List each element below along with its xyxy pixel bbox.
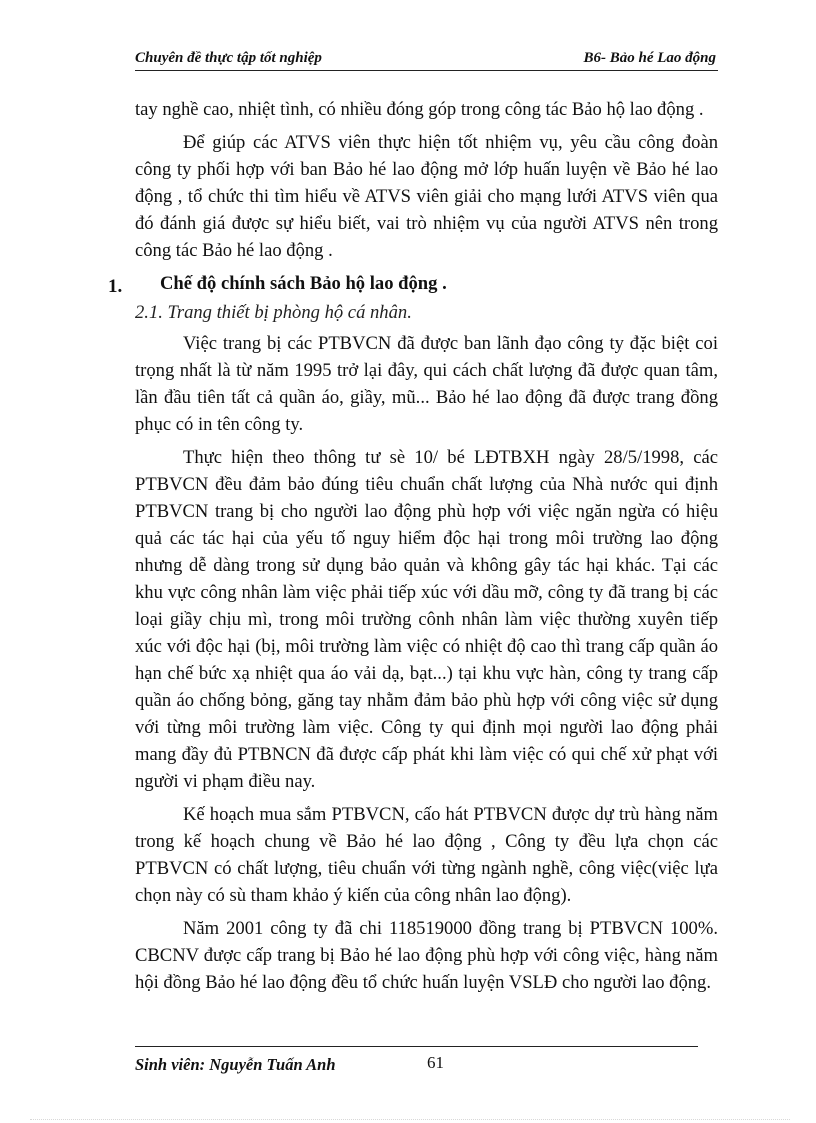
page-bottom-divider	[30, 1119, 790, 1120]
subsection-heading: 2.1. Trang thiết bị phòng hộ cá nhân.	[135, 302, 412, 323]
page-footer	[135, 1046, 698, 1083]
paragraph-equipment-history: Việc trang bị các PTBVCN đã được ban lãnh đạo công ty đặc biệt coi trọng nhất là từ năm 1995 trở lại đây, qui cách chất lượng đã được quan tâm, lần đầu tiên tất cả quần áo, giầy, mũ... Bảo hé lao động đã được trang đồng phục có in tên công ty.	[135, 333, 718, 435]
paragraph-2001-spending: Năm 2001 công ty đã chi 118519000 đồng trang bị PTBVCN 100%. CBCNV được cấp trang bị Bảo hé lao động phù hợp với công việc, hàng năm hội đồng Bảo hé lao động đều tổ chức huấn luyện VSLĐ cho người lao động.	[135, 918, 718, 993]
section-title: Chế độ chính sách Bảo hộ lao động .	[160, 273, 447, 294]
section-number: 1.	[108, 276, 123, 297]
page-number: 61	[427, 1053, 444, 1072]
page-header	[135, 48, 718, 71]
section-heading	[108, 270, 718, 297]
document-body	[108, 96, 718, 1002]
header-document-title: Chuyên đề thực tập tốt nghiệp	[135, 50, 322, 66]
footer-student-name: Sinh viên: Nguyễn Tuấn Anh	[135, 1055, 336, 1074]
paragraph-regulation: Thực hiện theo thông tư sè 10/ bé LĐTBXH ngày 28/5/1998, các PTBVCN đều đảm bảo đúng tiêu chuẩn chất lượng của Nhà nước qui định PTBVCN trang bị cho người lao động phù hợp với việc ngăn ngừa có hiệu quả các tác hại của yếu tố nguy hiểm độc hại trong môi trường lao động nhưng dễ dàng trong sử dụng bảo quản và không gây tác hại khác. Tại các khu vực công nhân làm việc phải tiếp xúc với dầu mỡ, công ty đã trang bị các loại giầy chịu mì, trong môi trường cônh nhân làm việc thường xuyên tiếp xúc với độc hại (bị, môi trường làm việc có nhiệt độ cao thì trang cấp quần áo hạn chế bức xạ nhiệt qua áo vải dạ, bạt...) tại khu vực hàn, công ty trang cấp quần áo chống bỏng, găng tay nhằm đảm bảo phù hợp với công việc sử dụng với từng môi trường làm việc. Công ty qui định mọi người lao động phải mang đầy đủ PTBNCN đã được cấp phát khi làm việc có qui chế xử phạt với người vi phạm điều nay.	[135, 447, 718, 792]
paragraph-atvs-training: Để giúp các ATVS viên thực hiện tốt nhiệm vụ, yêu cầu công đoàn công ty phối hợp với ban Bảo hé lao động mở lớp huấn luyện về Bảo hé lao động , tổ chức thi tìm hiểu về ATVS viên giải cho mạng lưới ATVS viên qua đó đánh giá được sự hiểu biết, vai trò nhiệm vụ của người ATVS nên trong công tác Bảo hé lao động .	[135, 132, 718, 261]
paragraph-procurement-plan: Kế hoạch mua sắm PTBVCN, cấo hát PTBVCN được dự trù hàng năm trong kế hoạch chung về Bảo hé lao động , Công ty đều lựa chọn các PTBVCN có chất lượng, tiêu chuẩn với từng ngành nghề, công việc(việc lựa chọn này có sù tham khảo ý kiến của công nhân lao động).	[135, 804, 718, 906]
header-section-label: B6- Bảo hé Lao động	[583, 50, 716, 66]
paragraph-continued: tay nghề cao, nhiệt tình, có nhiều đóng góp trong công tác Bảo hộ lao động .	[135, 99, 704, 120]
